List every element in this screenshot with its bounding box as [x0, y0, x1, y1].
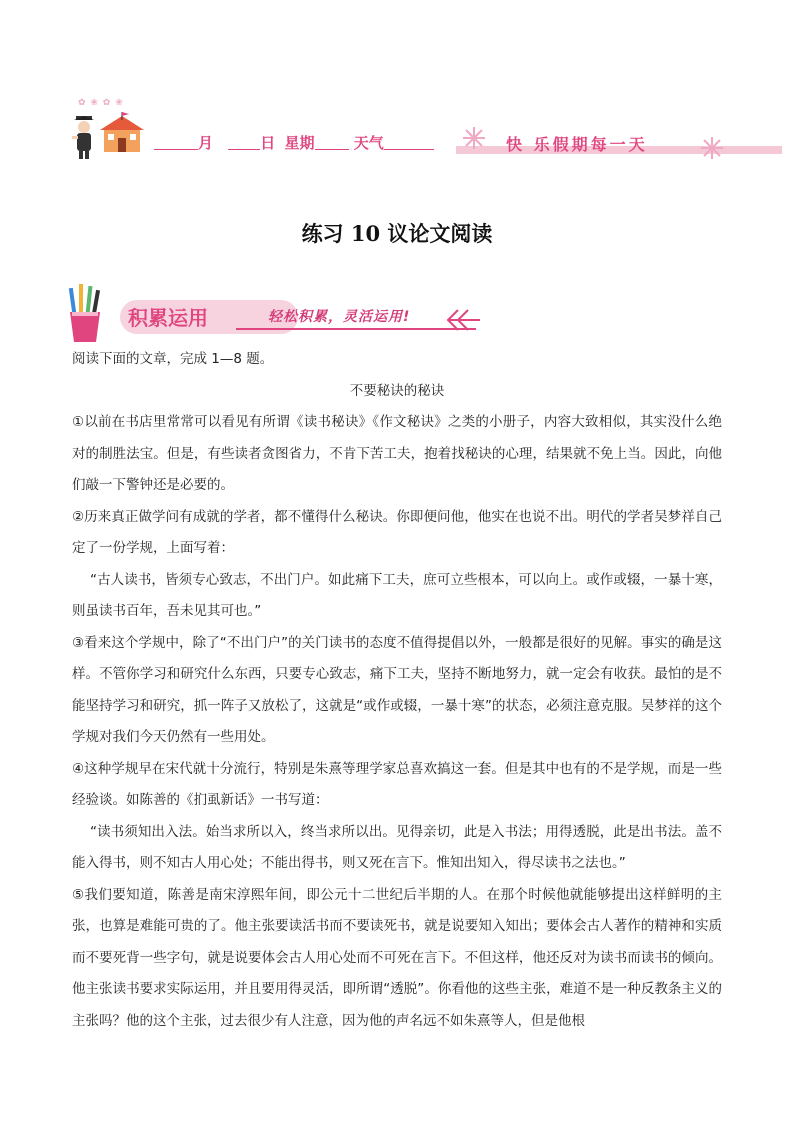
- quote-1: “古人读书，皆须专心致志，不出门户。如此痛下工夫，庶可立些根本，可以向上。或作或辍，一暴十寒，则虽读书百年，吾未见其可也。”: [72, 571, 722, 619]
- school-icon: [96, 112, 148, 156]
- paragraph-2: ②历来真正做学问有成就的学者，都不懂得什么秘诀。你即便问他，他实在也说不出。明代的学者吴梦祥自己定了一份学规，上面写着：: [72, 508, 722, 556]
- page-title: 练习 10 议论文阅读: [301, 221, 493, 246]
- reading-passage: [72, 344, 722, 1037]
- header-band: [66, 96, 782, 166]
- arrow-left-icon: [444, 308, 482, 332]
- section-label: 积累运用: [128, 306, 208, 330]
- tagline-underline: [236, 328, 476, 330]
- section-banner: [68, 284, 488, 344]
- month-label: 月: [198, 134, 214, 152]
- snowflake-icon: [700, 136, 724, 160]
- instruction-text: 阅读下面的文章，完成 1—8 题。: [72, 351, 274, 367]
- weather-blank[interactable]: [384, 135, 434, 150]
- weather-label: 天气: [353, 134, 384, 152]
- section-tagline: 轻松积累，灵活运用!: [268, 309, 411, 325]
- date-weather-line: [154, 132, 434, 153]
- day-label: 日: [260, 134, 276, 152]
- paragraph-4: ④这种学规早在宋代就十分流行，特别是朱熹等理学家总喜欢搞这一套。但是其中也有的不是学规，而是一些经验谈。如陈善的《扪虱新话》一书写道：: [72, 760, 722, 808]
- weekday-blank[interactable]: [315, 135, 349, 150]
- flower-icon: ✿ ❀ ✿ ❀: [78, 98, 124, 108]
- snowflake-icon: [462, 126, 486, 150]
- quote-2: “读书须知出入法。始当求所以入，终当求所以出。见得亲切，此是入书法；用得透脱，此是出书法。盖不能入得书，则不知古人用心处；不能出得书，则又死在言下。惟知出知入，得尽读书之法也。”: [72, 823, 722, 871]
- paragraph-1: ①以前在书店里常常可以看见有所谓《读书秘诀》《作文秘诀》之类的小册子，内容大致相似，其实没什么绝对的制胜法宝。但是，有些读者贪图省力，不肯下苦工夫，抱着找秘诀的心理，结果就不免上当。因此，向他们敲一下警钟还是必要的。: [72, 414, 722, 493]
- paragraph-3: ③看来这个学规中，除了“不出门户”的关门读书的态度不值得提倡以外，一般都是很好的见解。事实的确是这样。不管你学习和研究什么东西，只要专心致志，痛下工夫，坚持不断地努力，就一定会有收获。最怕的是不能坚持学习和研究，抓一阵子又放松了，这就是“或作或辍，一暴十寒”的状态，必须注意克服。吴梦祥的这个学规对我们今天仍然有一些用处。: [72, 634, 722, 745]
- holiday-motto: 快 乐假期每一天: [506, 135, 648, 154]
- teacher-icon: [70, 114, 98, 160]
- paragraph-5: ⑤我们要知道，陈善是南宋淳熙年间，即公元十二世纪后半期的人。在那个时候他就能够提出这样鲜明的主张，也算是难能可贵的了。他主张要读活书而不要读死书，就是说要知入知出；要体会古人著作的精神和实质而不要死背一些字句，就是说要体会古人用心处而不可死在言下。不但这样，他还反对为读书而读书的倾向。他主张读书要求实际运用，并且要用得灵活，即所谓“透脱”。你看他的这些主张，难道不是一种反教条主义的主张吗？他的这个主张，过去很少有人注意，因为他的声名远不如朱熹等人，但是他根: [72, 886, 722, 1029]
- weekday-label: 星期: [284, 134, 315, 152]
- pencil-cup-icon: [68, 284, 102, 344]
- month-blank[interactable]: [154, 135, 198, 150]
- day-blank[interactable]: [228, 135, 260, 150]
- article-title: 不要秘诀的秘诀: [349, 382, 445, 399]
